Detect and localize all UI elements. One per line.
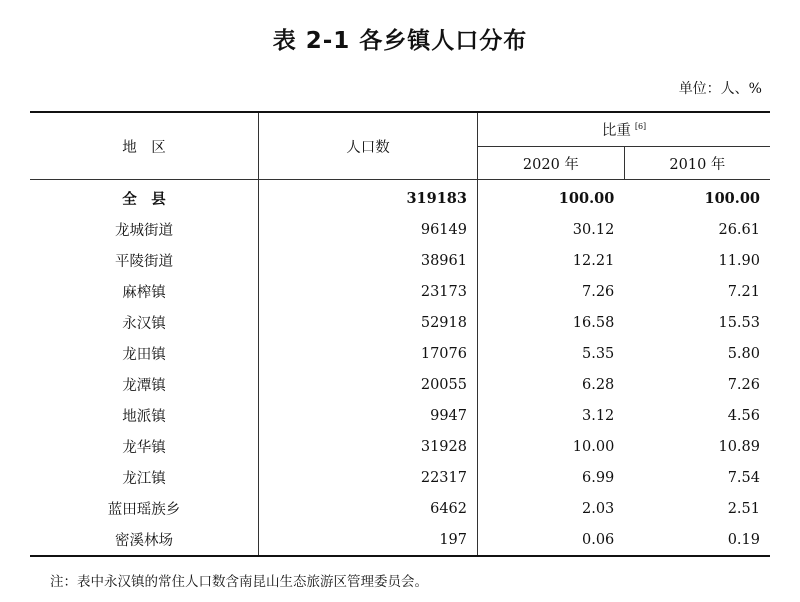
cell-ratio-2020: 7.26 bbox=[582, 283, 615, 300]
cell-ratio-2010: 10.89 bbox=[718, 438, 760, 455]
cell-region: 龙潭镇 bbox=[30, 369, 259, 400]
cell-ratio-2020: 6.28 bbox=[582, 376, 615, 393]
table-row bbox=[30, 369, 770, 400]
cell-ratio-2020: 16.58 bbox=[572, 314, 615, 331]
cell-ratio-2020: 100.00 bbox=[558, 190, 615, 207]
table-row bbox=[30, 307, 770, 338]
header-ratio-label: 比重 bbox=[601, 123, 631, 139]
header-population: 人口数 bbox=[259, 112, 478, 180]
cell-region: 蓝田瑶族乡 bbox=[30, 493, 259, 524]
cell-ratio-2010: 5.80 bbox=[727, 345, 760, 362]
table-title: 表 2-1 各乡镇人口分布 bbox=[272, 28, 528, 54]
cell-population: 23173 bbox=[259, 276, 478, 307]
cell-ratio-2010: 15.53 bbox=[718, 314, 760, 331]
table-row bbox=[30, 431, 770, 462]
cell-ratio-2020: 6.99 bbox=[582, 469, 615, 486]
header-region: 地 区 bbox=[30, 112, 259, 180]
header-year-2010: 2010 年 bbox=[624, 147, 770, 180]
cell-ratio-2010: 11.90 bbox=[718, 252, 760, 269]
population-table bbox=[30, 111, 770, 557]
cell-ratio-2010: 4.56 bbox=[727, 407, 760, 424]
header-ratio bbox=[478, 112, 771, 147]
table-row bbox=[30, 214, 770, 245]
cell-population: 31928 bbox=[259, 431, 478, 462]
cell-population: 197 bbox=[259, 524, 478, 556]
cell-ratio-2020: 0.06 bbox=[582, 531, 615, 548]
cell-ratio-2010: 7.26 bbox=[727, 376, 760, 393]
cell-population: 319183 bbox=[259, 180, 478, 215]
cell-region: 麻榨镇 bbox=[30, 276, 259, 307]
cell-region: 龙城街道 bbox=[30, 214, 259, 245]
cell-region: 永汉镇 bbox=[30, 307, 259, 338]
cell-region: 全 县 bbox=[30, 180, 259, 215]
cell-ratio-2010: 7.21 bbox=[727, 283, 760, 300]
header-ratio-footnote-marker: [6] bbox=[634, 122, 647, 132]
cell-ratio-2010: 0.19 bbox=[727, 531, 760, 548]
cell-ratio-2010: 2.51 bbox=[727, 500, 760, 517]
cell-ratio-2020: 5.35 bbox=[582, 345, 615, 362]
cell-ratio-2020: 30.12 bbox=[572, 221, 615, 238]
footnote: 注：表中永汉镇的常住人口数含南昆山生态旅游区管理委员会。 bbox=[50, 574, 428, 590]
cell-ratio-2020: 12.21 bbox=[572, 252, 615, 269]
cell-region: 龙华镇 bbox=[30, 431, 259, 462]
cell-region: 平陵街道 bbox=[30, 245, 259, 276]
cell-population: 6462 bbox=[259, 493, 478, 524]
table-row bbox=[30, 400, 770, 431]
header-year-2020: 2020 年 bbox=[478, 147, 625, 180]
cell-population: 22317 bbox=[259, 462, 478, 493]
cell-ratio-2010: 100.00 bbox=[704, 190, 760, 207]
cell-population: 38961 bbox=[259, 245, 478, 276]
table-row bbox=[30, 493, 770, 524]
cell-population: 9947 bbox=[259, 400, 478, 431]
cell-region: 龙田镇 bbox=[30, 338, 259, 369]
cell-population: 17076 bbox=[259, 338, 478, 369]
cell-ratio-2010: 26.61 bbox=[718, 221, 760, 238]
table-row bbox=[30, 338, 770, 369]
table-row bbox=[30, 245, 770, 276]
cell-population: 20055 bbox=[259, 369, 478, 400]
cell-ratio-2020: 2.03 bbox=[582, 500, 615, 517]
cell-population: 52918 bbox=[259, 307, 478, 338]
table-row bbox=[30, 462, 770, 493]
cell-region: 龙江镇 bbox=[30, 462, 259, 493]
cell-region: 密溪林场 bbox=[30, 524, 259, 556]
cell-ratio-2020: 3.12 bbox=[582, 407, 615, 424]
unit-label: 单位：人、% bbox=[678, 81, 762, 97]
table-row bbox=[30, 276, 770, 307]
table-row bbox=[30, 524, 770, 556]
table-row-total bbox=[30, 180, 770, 215]
cell-region: 地派镇 bbox=[30, 400, 259, 431]
cell-ratio-2010: 7.54 bbox=[727, 469, 760, 486]
cell-ratio-2020: 10.00 bbox=[572, 438, 615, 455]
cell-population: 96149 bbox=[259, 214, 478, 245]
